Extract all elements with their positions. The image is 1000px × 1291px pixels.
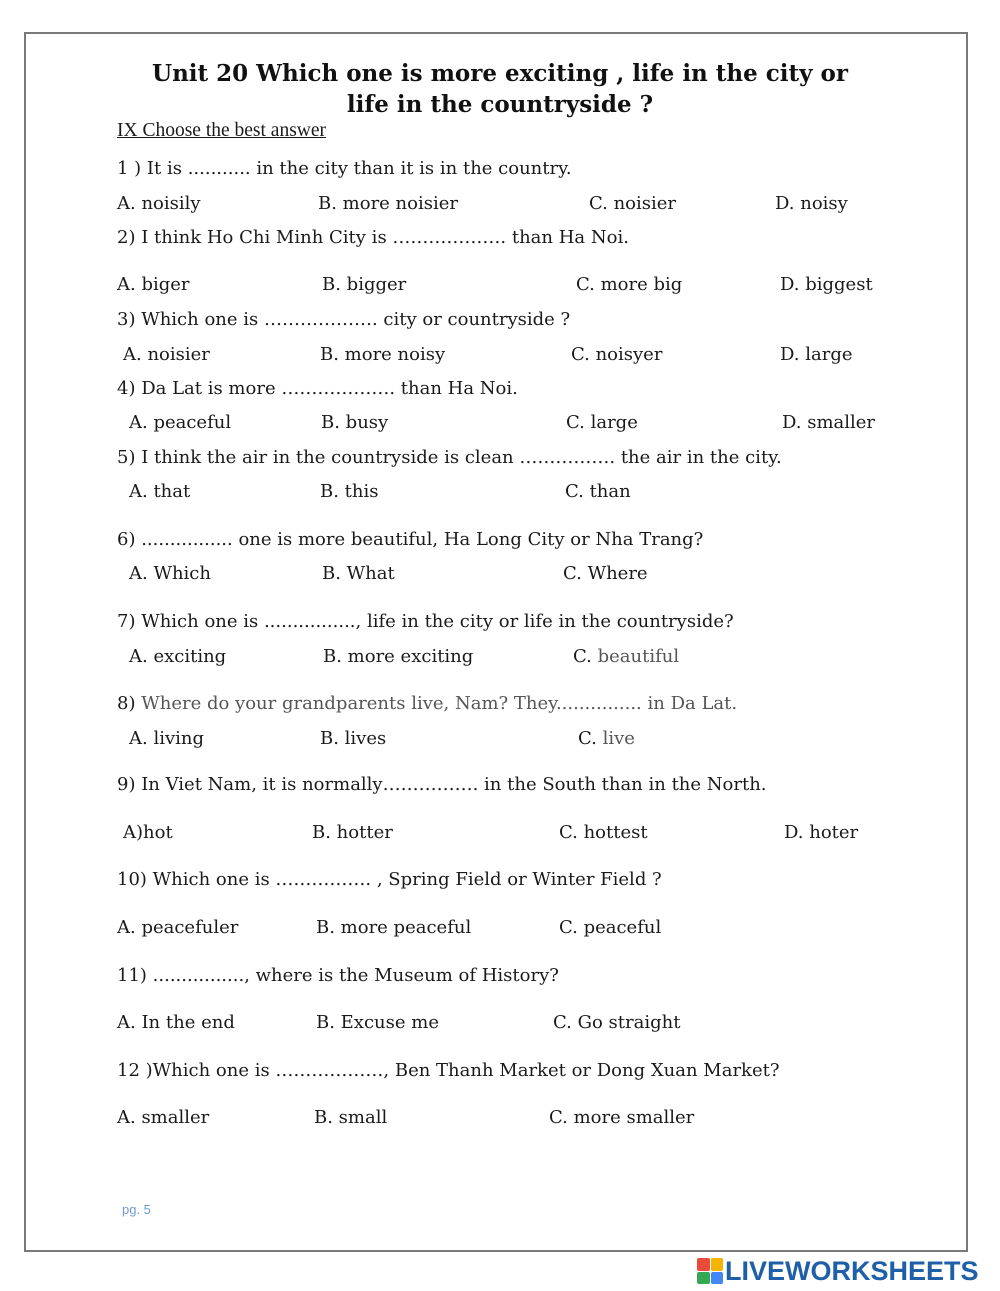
question-6: 6) ................ one is more beautiful, Ha Long City or Nha Trang?	[117, 529, 704, 550]
question-8	[117, 692, 737, 716]
q4-option-b[interactable]: B. busy	[321, 412, 389, 433]
question-1: 1 ) It is ........... in the city than it is in the country.	[117, 158, 572, 179]
q2-option-a[interactable]: A. biger	[117, 274, 190, 295]
q4-option-c[interactable]: C. large	[566, 412, 638, 433]
question-7: 7) Which one is ................, life in the city or life in the countryside?	[117, 611, 734, 632]
q7-option-c-text: beautiful	[597, 646, 680, 667]
question-4: 4) Da Lat is more ………………. than Ha Noi.	[117, 378, 518, 399]
q1-option-c[interactable]: C. noisier	[589, 193, 677, 214]
question-10: 10) Which one is ……………. , Spring Field or Winter Field ?	[117, 869, 662, 890]
section-heading: IX Choose the best answer	[117, 120, 327, 141]
q4-option-d[interactable]: D. smaller	[782, 412, 876, 433]
q3-option-b[interactable]: B. more noisy	[320, 344, 446, 365]
q1-option-d[interactable]: D. noisy	[775, 193, 848, 214]
q9-option-a[interactable]: A)hot	[123, 822, 173, 843]
q6-option-a[interactable]: A. Which	[129, 563, 211, 584]
worksheet-title	[0, 58, 1000, 120]
q9-option-c[interactable]: C. hottest	[559, 822, 648, 843]
q2-option-c[interactable]: C. more big	[576, 274, 683, 295]
q7-option-a[interactable]: A. exciting	[129, 646, 227, 667]
q5-option-b[interactable]: B. this	[320, 481, 379, 502]
q3-option-d[interactable]: D. large	[780, 344, 853, 365]
q8-option-a[interactable]: A. living	[129, 728, 204, 749]
q12-option-a[interactable]: A. smaller	[117, 1107, 210, 1128]
q10-option-a[interactable]: A. peacefuler	[117, 917, 239, 938]
q2-option-b[interactable]: B. bigger	[322, 274, 407, 295]
q3-option-a[interactable]: A. noisier	[123, 344, 210, 365]
q6-option-b[interactable]: B. What	[322, 563, 395, 584]
q8-option-c-text: live	[602, 728, 635, 749]
q4-option-a[interactable]: A. peaceful	[129, 412, 232, 433]
q8-option-c[interactable]	[578, 727, 635, 751]
q7-option-c[interactable]	[573, 645, 679, 669]
q8-option-c-letter: C.	[578, 728, 597, 749]
q5-option-c[interactable]: C. than	[565, 481, 631, 502]
q8-text: Where do your grandparents live, Nam? They............... in Da Lat.	[141, 693, 738, 714]
question-2: 2) I think Ho Chi Minh City is ………………. than Ha Noi.	[117, 227, 629, 248]
q7-option-c-letter: C.	[573, 646, 592, 667]
q1-option-b[interactable]: B. more noisier	[318, 193, 458, 214]
q11-option-b[interactable]: B. Excuse me	[316, 1012, 439, 1033]
q10-option-b[interactable]: B. more peaceful	[316, 917, 472, 938]
liveworksheets-logo-icon	[697, 1258, 723, 1284]
q12-option-c[interactable]: C. more smaller	[549, 1107, 695, 1128]
q3-option-c[interactable]: C. noisyer	[571, 344, 663, 365]
q5-option-a[interactable]: A. that	[129, 481, 191, 502]
q10-option-c[interactable]: C. peaceful	[559, 917, 662, 938]
question-12: 12 )Which one is ………………, Ben Thanh Market or Dong Xuan Market?	[117, 1060, 780, 1081]
q1-option-a[interactable]: A. noisily	[117, 193, 201, 214]
q12-option-b[interactable]: B. small	[314, 1107, 388, 1128]
page-number: pg. 5	[122, 1202, 151, 1217]
q9-option-b[interactable]: B. hotter	[312, 822, 393, 843]
question-5: 5) I think the air in the countryside is clean ……………. the air in the city.	[117, 447, 782, 468]
q2-option-d[interactable]: D. biggest	[780, 274, 873, 295]
q8-option-b[interactable]: B. lives	[320, 728, 387, 749]
brand-name: LIVEWORKSHEETS	[725, 1255, 979, 1286]
question-9: 9) In Viet Nam, it is normally……………. in the South than in the North.	[117, 774, 767, 795]
q8-number: 8)	[117, 693, 136, 714]
title-line-1: Unit 20 Which one is more exciting , life in the city or	[152, 60, 848, 87]
question-3: 3) Which one is ………………. city or countryside ?	[117, 309, 571, 330]
title-line-2: life in the countryside ?	[346, 91, 654, 118]
question-11: 11) ................, where is the Museum of History?	[117, 965, 559, 986]
q7-option-b[interactable]: B. more exciting	[323, 646, 474, 667]
q11-option-a[interactable]: A. In the end	[117, 1012, 235, 1033]
q6-option-c[interactable]: C. Where	[563, 563, 648, 584]
liveworksheets-brand[interactable]	[697, 1256, 979, 1286]
q9-option-d[interactable]: D. hoter	[784, 822, 859, 843]
q11-option-c[interactable]: C. Go straight	[553, 1012, 681, 1033]
